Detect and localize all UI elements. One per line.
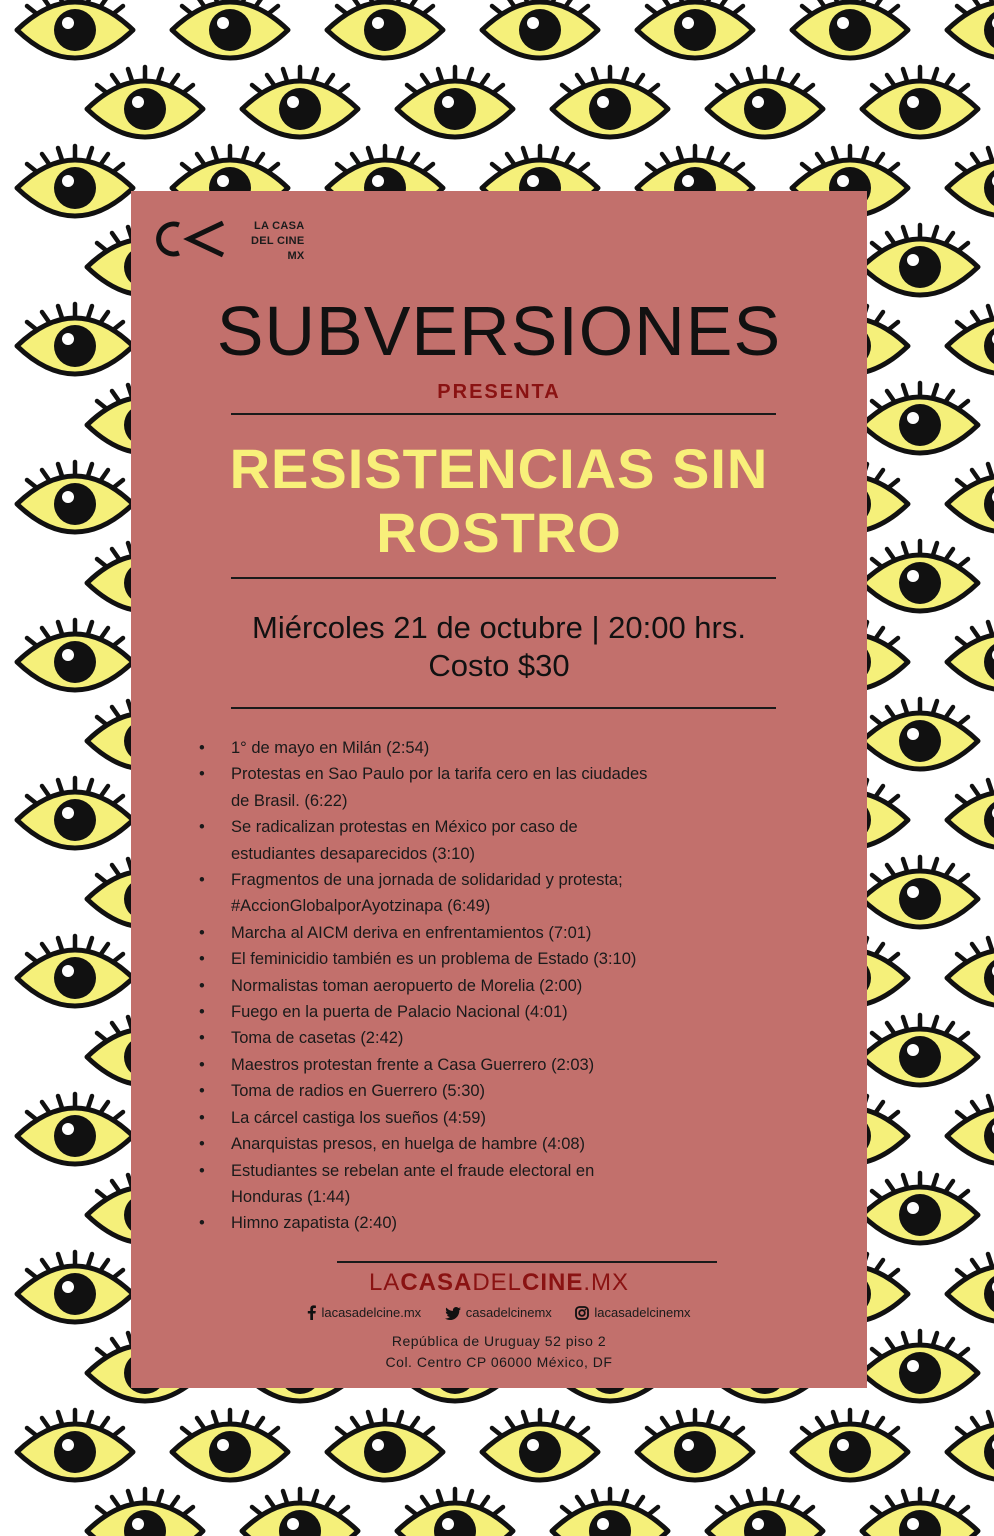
website-link[interactable] — [131, 1269, 867, 1297]
eye-icon — [947, 1094, 994, 1164]
eye-icon — [327, 0, 443, 58]
casa-del-cine-logo — [147, 217, 307, 267]
eye-icon — [552, 67, 668, 137]
address-line-2: Col. Centro CP 06000 México, DF — [385, 1354, 613, 1370]
film-list-item — [199, 1025, 759, 1051]
film-list-item — [199, 973, 759, 999]
film-list-item — [199, 1210, 759, 1236]
website-part-1: LA — [368, 1269, 401, 1296]
eye-icon — [17, 1252, 133, 1322]
twitter-link[interactable] — [445, 1305, 552, 1320]
program-title — [151, 437, 847, 565]
eye-icon — [947, 462, 994, 532]
eye-icon — [862, 67, 978, 137]
eye-icon — [862, 1331, 978, 1401]
eye-icon — [947, 936, 994, 1006]
eye-icon — [862, 225, 978, 295]
eye-icon — [792, 1410, 908, 1480]
eye-icon — [17, 0, 133, 58]
venue-address — [131, 1331, 867, 1373]
website-part-3: DEL — [472, 1269, 523, 1296]
website-part-5: .MX — [583, 1269, 630, 1296]
film-list-item-line: • Himno zapatista (2:40) — [231, 1214, 397, 1233]
eye-icon — [947, 620, 994, 690]
eye-icon — [17, 462, 133, 532]
film-list-item-line: estudiantes desaparecidos (3:10) — [231, 844, 475, 863]
website-part-2: CASA — [400, 1269, 473, 1296]
eye-icon — [397, 1489, 513, 1536]
film-list-item — [199, 1078, 759, 1104]
social-links — [131, 1305, 867, 1320]
eye-icon — [862, 383, 978, 453]
eye-icon — [862, 1015, 978, 1085]
eye-icon — [87, 67, 203, 137]
eye-icon — [482, 1410, 598, 1480]
eye-icon — [862, 857, 978, 927]
film-list-item-line: • Marcha al AICM deriva en enfrentamientos (7:01) — [231, 923, 592, 942]
film-list-item — [199, 999, 759, 1025]
logo-line-1: LA CASA — [253, 220, 305, 232]
film-list-item-line: • Fragmentos de una jornada de solidaridad y protesta; — [231, 871, 623, 890]
film-list-item-line: • La cárcel castiga los sueños (4:59) — [231, 1108, 486, 1127]
eye-icon — [947, 778, 994, 848]
eye-icon — [397, 67, 513, 137]
event-cost: Costo $30 — [428, 648, 570, 683]
film-list-item-line: • El feminicidio también es un problema de Estado (3:10) — [231, 950, 637, 969]
eye-icon — [17, 1094, 133, 1164]
eye-icon — [17, 778, 133, 848]
eye-icon — [947, 1410, 994, 1480]
eye-icon — [862, 699, 978, 769]
presenta-label: PRESENTA — [437, 381, 561, 403]
eye-icon — [17, 620, 133, 690]
event-details — [131, 609, 867, 685]
film-list — [199, 735, 759, 1237]
logo-line-3: MX — [287, 250, 305, 262]
film-list-item-line: • Protestas en Sao Paulo por la tarifa cero en las ciudades — [231, 765, 648, 784]
film-list-item-line: • Anarquistas presos, en huelga de hambre (4:08) — [231, 1135, 586, 1154]
eye-icon — [552, 1489, 668, 1536]
event-panel — [131, 191, 867, 1388]
film-list-item — [199, 920, 759, 946]
instagram-handle: lacasadelcinemx — [594, 1305, 691, 1320]
eye-icon — [707, 67, 823, 137]
divider-middle — [231, 577, 776, 579]
film-list-item-line: • 1° de mayo en Milán (2:54) — [231, 739, 430, 757]
divider-top — [231, 413, 776, 415]
instagram-link[interactable] — [575, 1305, 690, 1320]
film-list-item-line: • Se radicalizan protestas en México por caso de — [231, 818, 578, 837]
eye-icon — [482, 0, 598, 58]
film-list-item-line: • Estudiantes se rebelan ante el fraude electoral en — [231, 1161, 595, 1180]
instagram-icon — [575, 1306, 589, 1320]
twitter-icon — [445, 1307, 461, 1320]
film-list-item-line: • Fuego en la puerta de Palacio Nacional (4:01) — [231, 1003, 568, 1022]
eye-icon — [17, 936, 133, 1006]
eye-icon — [862, 1489, 978, 1536]
eye-icon — [242, 67, 358, 137]
eye-icon — [947, 304, 994, 374]
eye-icon — [17, 1410, 133, 1480]
eye-icon — [947, 0, 994, 58]
eye-icon — [327, 1410, 443, 1480]
film-list-item — [199, 867, 759, 920]
eye-icon — [172, 1410, 288, 1480]
film-list-item — [199, 735, 759, 761]
film-list-item-line: • Maestros protestan frente a Casa Guerrero (2:03) — [231, 1055, 595, 1074]
eye-icon — [17, 146, 133, 216]
series-title: SUBVERSIONES — [216, 292, 782, 370]
film-list-item — [199, 814, 759, 867]
facebook-icon — [307, 1305, 316, 1320]
event-date-time: Miércoles 21 de octubre | 20:00 hrs. — [252, 610, 746, 645]
eye-icon — [637, 0, 753, 58]
logo-line-2: DEL CINE — [251, 235, 305, 247]
eye-icon — [947, 146, 994, 216]
divider-bottom — [337, 1261, 717, 1263]
film-list-item — [199, 1052, 759, 1078]
film-list-item — [199, 946, 759, 972]
film-list-item-line: • Normalistas toman aeropuerto de Morelia (2:00) — [231, 976, 583, 995]
logo-wordmark — [251, 219, 305, 264]
eye-icon — [637, 1410, 753, 1480]
eye-icon — [862, 1173, 978, 1243]
film-list-item-line: • Toma de radios en Guerrero (5:30) — [231, 1082, 486, 1101]
film-list-item-line: • Toma de casetas (2:42) — [231, 1029, 404, 1048]
film-list-item-line: Honduras (1:44) — [231, 1187, 351, 1206]
twitter-handle: casadelcinemx — [465, 1305, 552, 1320]
facebook-handle: lacasadelcine.mx — [321, 1305, 422, 1320]
eye-icon — [242, 1489, 358, 1536]
program-title-line-1: RESISTENCIAS SIN — [229, 437, 769, 500]
program-title-line-2: ROSTRO — [376, 501, 622, 564]
facebook-link[interactable] — [307, 1305, 421, 1320]
film-list-item — [199, 1158, 759, 1211]
eye-icon — [87, 1489, 203, 1536]
film-list-item — [199, 1105, 759, 1131]
eye-icon — [792, 0, 908, 58]
eye-icon — [947, 1252, 994, 1322]
film-list-item-line: #AccionGlobalporAyotzinapa (6:49) — [231, 897, 491, 916]
address-line-1: República de Uruguay 52 piso 2 — [391, 1333, 607, 1349]
logo-mark-icon — [147, 217, 227, 261]
film-list-item — [199, 761, 759, 814]
film-list-item — [199, 1131, 759, 1157]
eye-icon — [172, 0, 288, 58]
film-list-item-line: de Brasil. (6:22) — [231, 791, 348, 810]
divider-lower — [231, 707, 776, 709]
eye-icon — [17, 304, 133, 374]
eye-icon — [707, 1489, 823, 1536]
website-part-4: CINE — [522, 1269, 584, 1296]
eye-icon — [862, 541, 978, 611]
